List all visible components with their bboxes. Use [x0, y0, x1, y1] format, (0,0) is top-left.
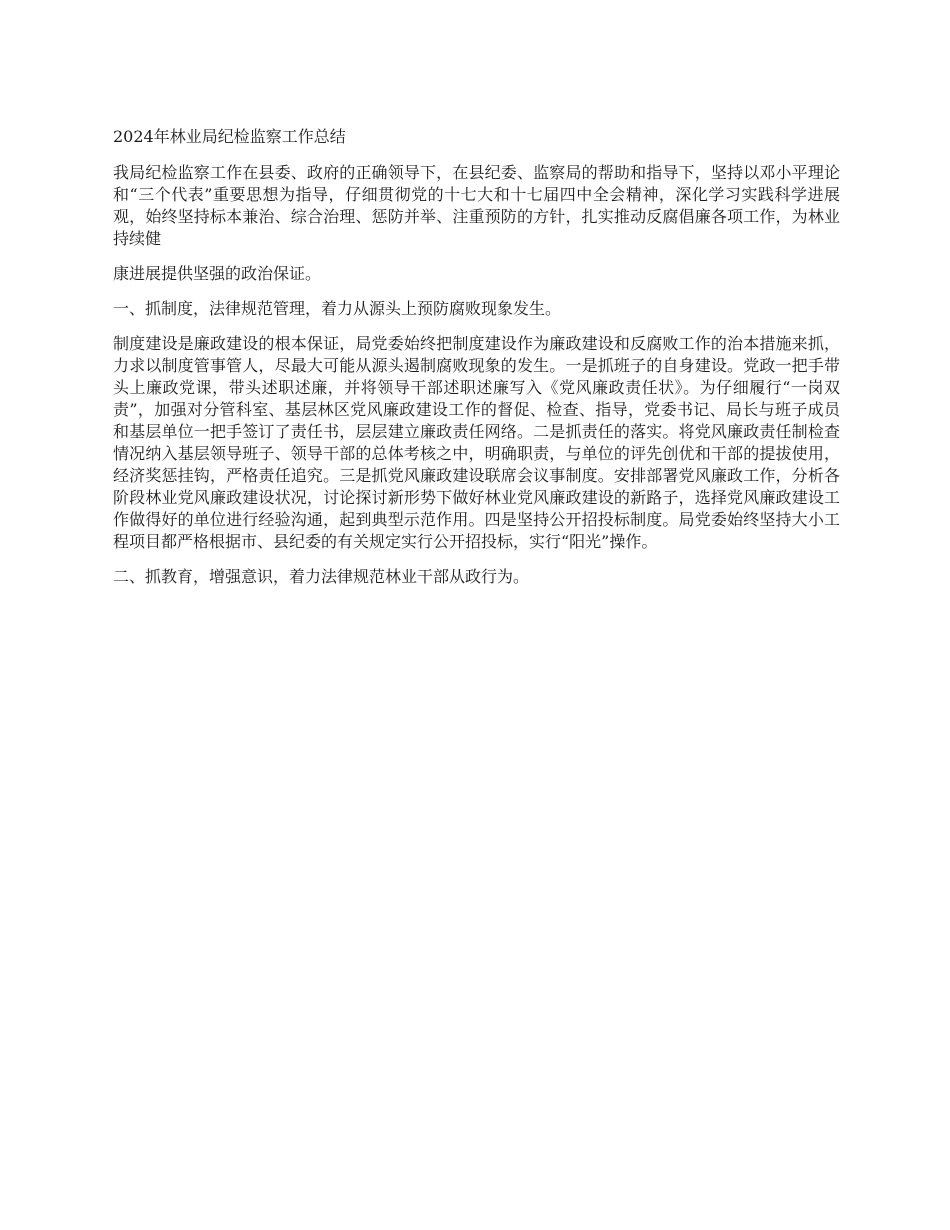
section-heading-2: 二、抓教育，增强意识，着力法律规范林业干部从政行为。 — [113, 567, 530, 586]
paragraph-intro-continued: 康进展提供坚强的政治保证。 — [113, 264, 322, 283]
document-title: 2024年林业局纪检监察工作总结 — [113, 127, 346, 146]
paragraph-section-1-body: 制度建设是廉政建设的根本保证，局党委始终把制度建设作为廉政建设和反腐败工作的治本措施来抓，力求以制度管事管人，尽最大可能从源头遏制腐败现象的发生。一是抓班子的自身建设。党政一把手带头上廉政党课，带头述职述廉，并将领导干部述职述廉写入《党风廉政责任状》。为仔细履行“一岗双责”，加强对分管科室、基层林区党风廉政建设工作的督促、检查、指导，党委书记、局长与班子成员和基层单位一把手签订了责任书，层层建立廉政责任网络。二是抓责任的落实。将党风廉政责任制检查情况纳入基层领导班子、领导干部的总体考核之中，明确职责，与单位的评先创优和干部的提拔使用，经济奖惩挂钩，严格责任追究。三是抓党风廉政建设联席会议事制度。安排部署党风廉政工作，分析各阶段林业党风廉政建设状况，讨论探讨新形势下做好林业党风廉政建设的新路子，选择党风廉政建设工作做得好的单位进行经验沟通，起到典型示范作用。四是坚持公开招投标制度。局党委始终坚持大小工程项目都严格根据市、县纪委的有关规定实行公开招投标，实行“阳光”操作。 — [113, 334, 840, 551]
section-heading-1: 一、抓制度，法律规范管理，着力从源头上预防腐败现象发生。 — [113, 299, 562, 318]
document-page — [113, 126, 840, 601]
paragraph-intro: 我局纪检监察工作在县委、政府的正确领导下，在县纪委、监察局的帮助和指导下，坚持以邓小平理论和“三个代表”重要思想为指导，仔细贯彻党的十七大和十七届四中全会精神，深化学习实践科学进展观，始终坚持标本兼治、综合治理、惩防并举、注重预防的方针，扎实推动反腐倡廉各项工作，为林业持续健 — [113, 163, 840, 248]
